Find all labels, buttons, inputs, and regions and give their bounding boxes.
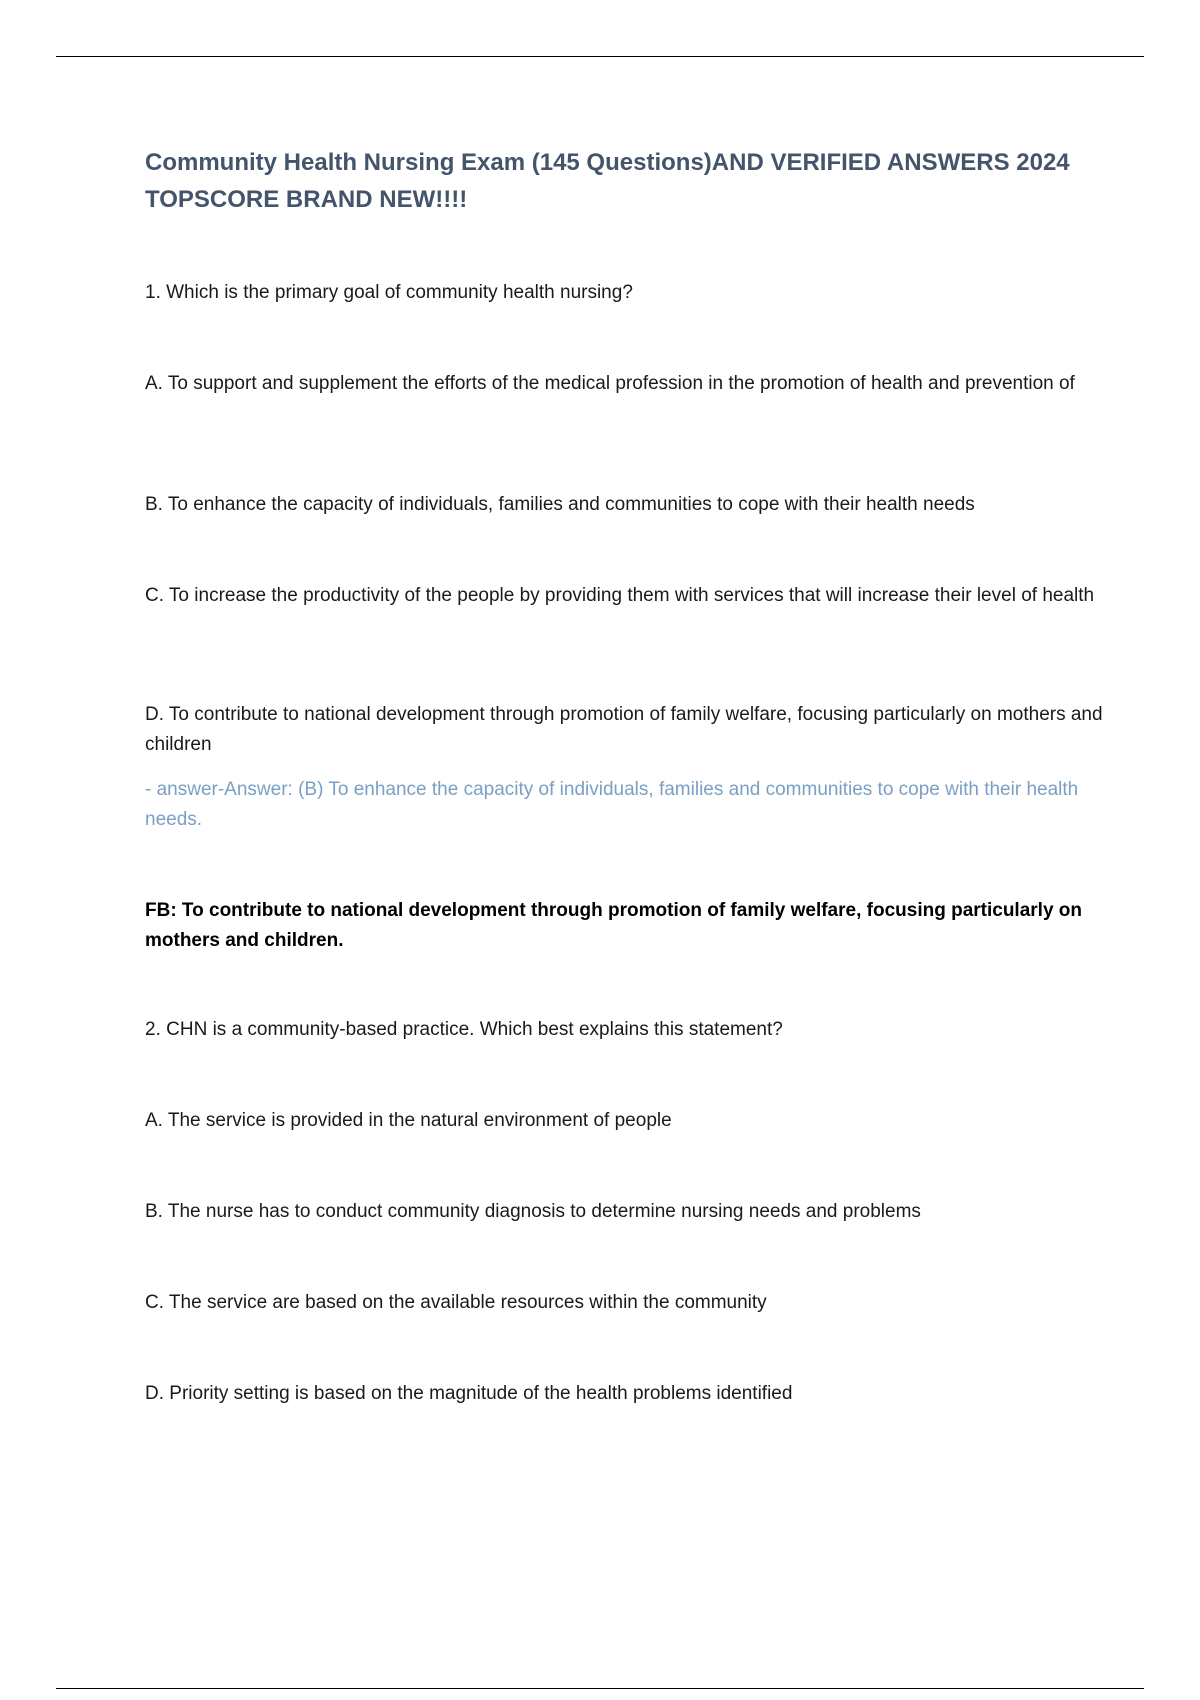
option-d: D. Priority setting is based on the magnitude of the health problems identified [145, 1383, 793, 1404]
top-rule [56, 56, 1144, 57]
question-prompt: 1. Which is the primary goal of community health nursing? [145, 282, 633, 303]
option-c: C. To increase the productivity of the people by providing them with services that will increase their level of health [145, 585, 1095, 606]
option-d: D. To contribute to national development through promotion of family welfare, focusing particularly on mothers and children [145, 704, 1103, 755]
option-c: C. The service are based on the available resources within the community [145, 1292, 767, 1313]
bottom-rule [56, 1688, 1144, 1689]
option-a: A. The service is provided in the natural environment of people [145, 1110, 672, 1131]
question-prompt: 2. CHN is a community-based practice. Which best explains this statement? [145, 1019, 783, 1040]
option-a: A. To support and supplement the efforts of the medical profession in the promotion of health and prevention of [145, 373, 1075, 394]
option-b: B. To enhance the capacity of individuals, families and communities to cope with their health needs [145, 494, 975, 515]
option-b: B. The nurse has to conduct community diagnosis to determine nursing needs and problems [145, 1201, 921, 1222]
answer-text: - answer-Answer: (B) To enhance the capacity of individuals, families and communities to cope with their health needs. [145, 779, 1079, 830]
page-title: Community Health Nursing Exam (145 Questions)AND VERIFIED ANSWERS 2024 TOPSCORE BRAND NEW!!!! [145, 149, 1070, 213]
feedback-text: FB: To contribute to national development through promotion of family welfare, focusing particularly on mothers and children. [145, 900, 1083, 951]
